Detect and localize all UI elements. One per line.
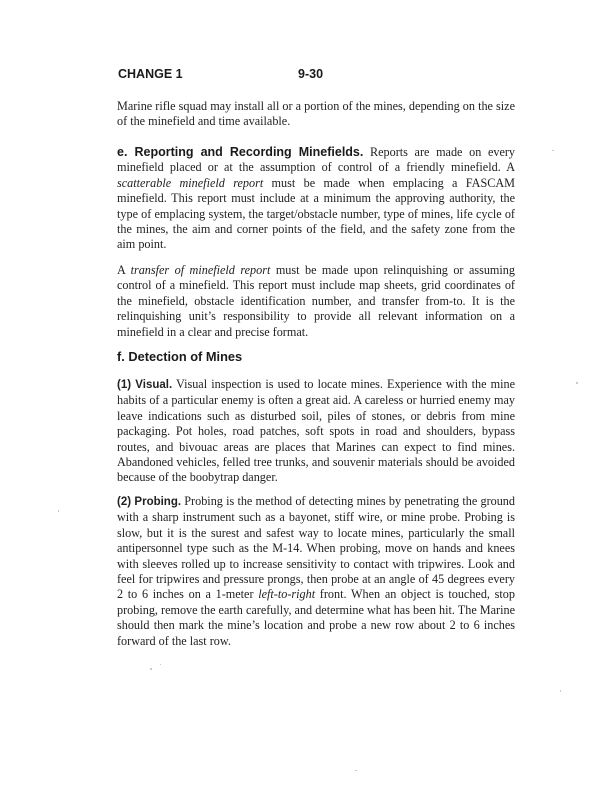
reporting-text-a: Reports are made on every minefield placed or at the assumption of control of a friendly minefield. A [117, 145, 516, 175]
scan-speck [150, 668, 152, 670]
scan-speck [560, 690, 561, 692]
visual-label: (1) Visual. [117, 379, 173, 391]
probing-text-a: Probing is the method of detecting mines by penetrating the ground with a sharp instrument such as a bayonet, stiff wire, or mine probe. Probing is slow, but it is the surest and safest way to locate mines, particularly the small antipersonnel type such as the M-14. When probing, move on hands and knees with sleeves rolled up to increase sensitivity to contact with tripwires. Look and feel for tripwires and pressure prongs, then probe at an angle of 45 degrees every 2 to 6 inches on a 1-meter [117, 494, 515, 602]
reporting-heading: e. Reporting and Recording Minefields. [117, 145, 364, 159]
transfer-paragraph [117, 263, 515, 340]
reporting-text-b: must be made when emplacing a FASCAM minefield. This report must include at a minimum the approving authority, the type of emplacing system, the target/obstacle number, type of mines, life cycle of the mines, the aim and corner points of the field, and the safety zone from the aim point. [117, 175, 515, 252]
transfer-report-term: transfer of minefield report [130, 263, 271, 277]
probing-label: (2) Probing. [117, 496, 182, 508]
change-label: CHANGE 1 [118, 67, 183, 81]
transfer-text-b: must be made upon relinquishing or assuming control of a minefield. This report must include map sheets, grid coordinates of the minefield, obstacle identification number, and transfer from-to. It is the relinquishing unit’s responsibility to provide all relevant information on a minefield in a clear and precise format. [117, 263, 515, 339]
probing-text-b: front. When an object is touched, stop probing, remove the earth carefully, and determine what has been hit. The Marine should then mark the mine’s location and probe a new row about 2 to 6 inches forward of the last row. [117, 587, 515, 648]
page-number: 9-30 [298, 67, 324, 81]
left-to-right-term: left-to-right [258, 587, 316, 602]
scatterable-report-term: scatterable minefield report [117, 175, 264, 190]
page-header [118, 67, 518, 85]
intro-paragraph: Marine rifle squad may install all or a portion of the mines, depending on the size of the minefield and time available. [117, 99, 515, 129]
scan-speck [58, 510, 59, 512]
visual-text: Visual inspection is used to locate mines. Experience with the mine habits of a particular enemy is often a great aid. A careless or hurried enemy may leave indications such as disturbed soil, piles of stones, or debris from mine packaging. Pot holes, road patches, soft spots in road and shoulders, bypass routes, and bivouac areas are places that Marines can expect to find mines. Abandoned vehicles, felled tree trunks, and souvenir materials should be avoided because of the boobytrap danger. [117, 377, 515, 485]
reporting-paragraph [117, 145, 515, 253]
transfer-text-a: A [117, 263, 131, 277]
scan-speck [552, 150, 554, 151]
scan-speck [576, 382, 578, 384]
visual-paragraph [117, 377, 515, 486]
probing-paragraph [117, 494, 515, 649]
detection-heading: f. Detection of Mines [117, 349, 243, 364]
scan-speck [355, 770, 357, 771]
scan-speck [160, 664, 161, 665]
